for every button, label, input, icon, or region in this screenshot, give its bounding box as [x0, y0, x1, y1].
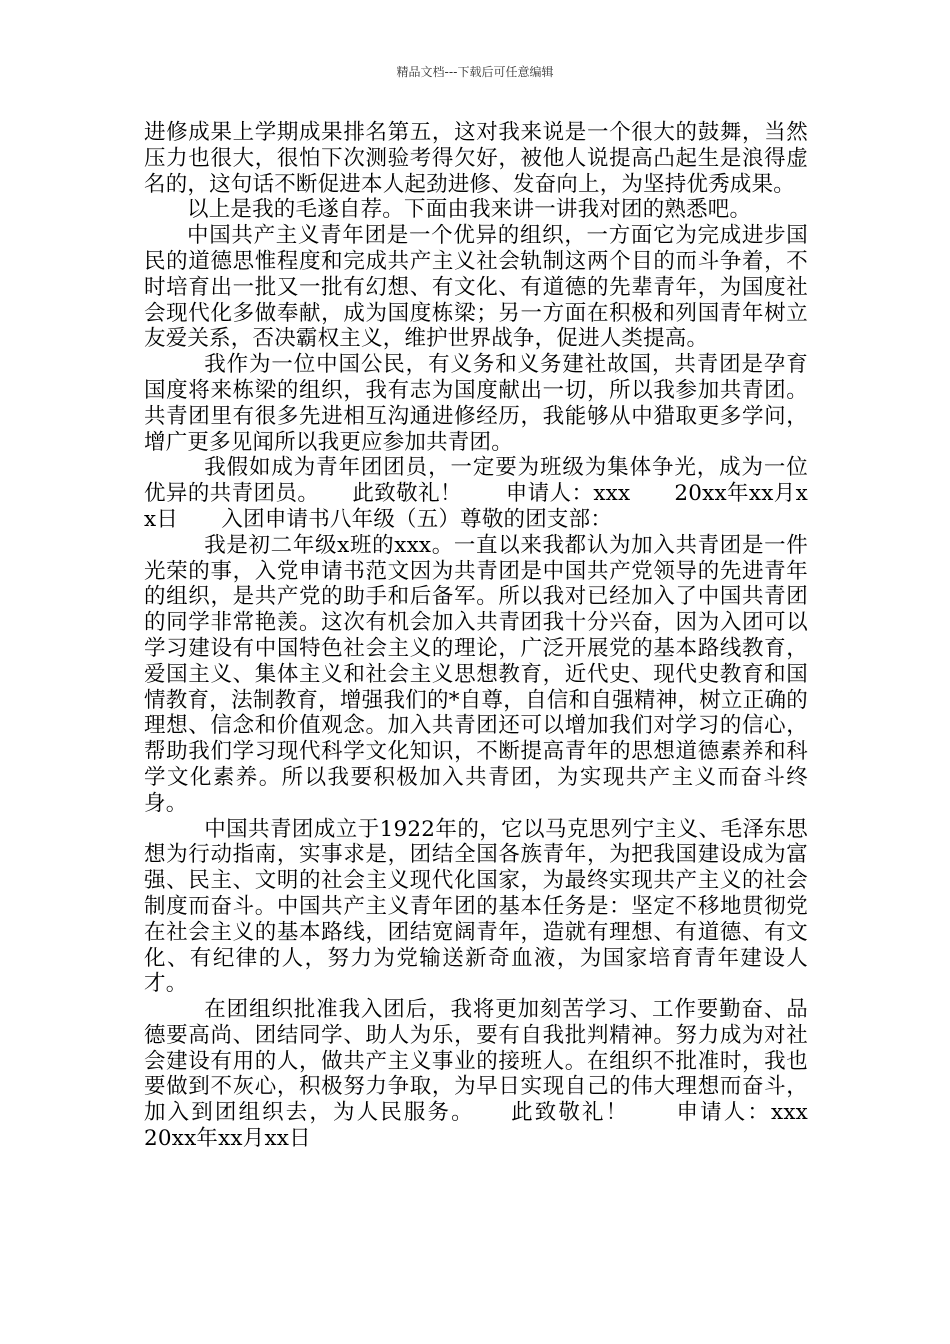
page-header: 精品文档---下载后可任意编辑 [396, 65, 554, 79]
paragraph-6: 我是初二年级x班的xxx。一直以来我都认为加入共青团是一件光荣的事，入党申请书范文因为共青团是中国共产党领导的先进青年的组织，是共产党的助手和后备军。所以我对已经加入了中国共青团的同学非常艳羡。这次有机会加入共青团我十分兴奋，因为入团可以学习建设有中国特色社会主义的理论，广泛开展党的基本路线教育，爱国主义、集体主义和社会主义思想教育，近代史、现代史教育和国情教育，法制教育，增强我们的*自尊，自信和自强精神，树立正确的理想、信念和价值观念。加入共青团还可以增加我们对学习的信心，帮助我们学习现代科学文化知识，不断提高青年的思想道德素养和科学文化素养。所以我要积极加入共青团，为实现共产主义而奋斗终身。 [144, 532, 808, 816]
paragraph-7: 中国共青团成立于1922年的，它以马克思列宁主义、毛泽东思想为行动指南，实事求是，团结全国各族青年，为把我国建设成为富强、民主、文明的社会主义现代化国家，为最终实现共产主义的社会制度而奋斗。中国共产主义青年团的基本任务是：坚定不移地贯彻党在社会主义的基本路线，团结宽阔青年，造就有理想、有道德、有文化、有纪律的人，努力为党输送新奇血液，为国家培育青年建设人才。 [144, 816, 808, 997]
paragraph-3: 中国共产主义青年团是一个优异的组织，一方面它为完成进步国民的道德思惟程度和完成共产主义社会轨制这两个目的而斗争着，不时培育出一批又一批有幻想、有文化、有道德的先辈青年，为国度社会现代化多做奉献，成为国度栋梁；另一方面在积极和列国青年树立友爱关系，否决霸权主义，维护世界战争，促进人类提高。 [144, 223, 808, 352]
paragraph-4: 我作为一位中国公民，有义务和义务建社故国，共青团是孕育国度将来栋梁的组织，我有志为国度献出一切，所以我参加共青团。共青团里有很多先进相互沟通进修经历，我能够从中猎取更多学问，增广更多见闻所以我更应参加共青团。 [144, 352, 808, 455]
paragraph-2: 以上是我的毛遂自荐。下面由我来讲一讲我对团的熟悉吧。 [187, 197, 752, 223]
paragraph-1: 进修成果上学期成果排名第五，这对我来说是一个很大的鼓舞，当然压力也很大，很怕下次测验考得欠好，被他人说提高凸起生是浪得虚名的，这句话不断促进本人起劲进修、发奋向上，为坚持优秀成果。 [144, 120, 808, 197]
paragraph-8: 在团组织批准我入团后，我将更加刻苦学习、工作要勤奋、品德要高尚、团结同学、助人为乐，要有自我批判精神。努力成为对社会建设有用的人，做共产主义事业的接班人。在组织不批准时，我也要做到不灰心，积极努力争取，为早日实现自己的伟大理想而奋斗，加入到团组织去，为人民服务。 此致敬礼！ 申请人：xxx 20xx年xx月xx日 [144, 997, 852, 1152]
document-body [144, 120, 852, 1152]
paragraph-5: 我假如成为青年团团员，一定要为班级为集体争光，成为一位优异的共青团员。 此致敬礼！ 申请人：xxx 20xx年xx月xx日 入团申请书八年级（五）尊敬的团支部： [144, 455, 808, 532]
